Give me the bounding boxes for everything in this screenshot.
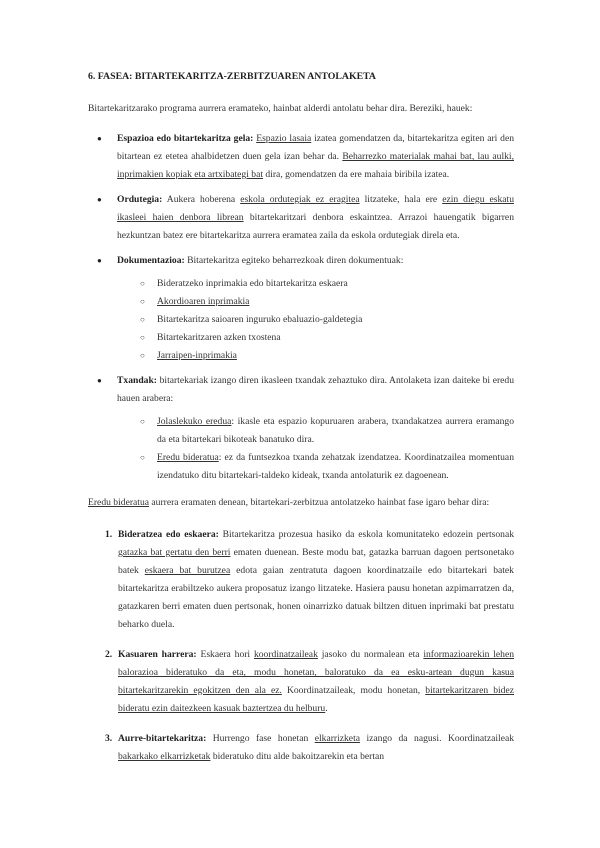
underlined-text: Espazio lasaia [256, 133, 312, 144]
intro-text: Bitartekaritzarako programa aurrera eramateko, hainbat alderdi antolatu behar dira. Bereziki, hauek: [88, 103, 473, 114]
document-item: ○ Akordioaren inprimakia [117, 293, 514, 311]
phases-list [88, 526, 514, 766]
dokumentazioa-label: Dokumentazioa: [117, 255, 185, 266]
ordutegia-label: Ordutegia: [117, 194, 163, 205]
phase-label: Aurre-bitartekaritza: [118, 733, 207, 744]
phase-number: 2. [105, 649, 113, 660]
underlined-text: eskola ordutegiak ez eragitea [240, 194, 360, 205]
document-item: ○ Bitartekaritza saioaren inguruko ebaluazio-galdetegia [117, 311, 514, 329]
phase-label: Kasuaren harrera: [118, 649, 197, 660]
list-item-espazioa: ● Espazioa edo bitartekaritza gela: Espazio lasaia izatea gomendatzen da, bitartekaritza egiten ari den bitartean ez etetea ahalbidetzen duen gela izan behar da. Beharrezko materialak mahai bat, lau aulki, inprimakien kopiak eta artxibategi bat dira, gomendatzen da ere mahaia biribila izatea. [88, 130, 514, 184]
models-sublist [117, 413, 514, 485]
document-item: ○ Bitartekaritzaren azken txostena [117, 329, 514, 347]
phase-item-1: 1. Bideratzea edo eskaera: Bitartekaritza prozesua hasiko da eskola komunitateko edozein pertsonak gatazka bat gertatu den berri ematen duenean. Beste modu bat, gatazka barruan dagoen pertsonetako batek eskaera bat burutzea edota gaian zentratuta dagoen koordinatzaile edo bitartekari batek bitartekaritza erabiltzeko aukera proposatuz izango litzateke. Hasiera pausu honetan azpimarratzen da, gatazkaren berri ematen duen pertsonak, honen oinarrizko datuak biltzen dituen inprimaki bat prestatu beharko duela. [88, 526, 514, 634]
document-item: ○ Bideratzeko inprimakia edo bitartekaritza eskaera [117, 275, 514, 293]
txandak-label: Txandak: [117, 375, 157, 386]
phase-item-2: 2. Kasuaren harrera: Eskaera hori koordinatzaileak jasoko du normalean eta informazioarekin lehen balorazioa bideratuko da eta, modu honetan, baloratuko da ea esku-artean dugun kasua bitartekaritzarekin egokitzen den ala ez. Koordinatzaileak, modu honetan, bitartekaritzaren bidez bideratu ezin daitezkeen kasuak baztertzea du helburu. [88, 646, 514, 718]
eredu-paragraph: Eredu bideratua aurrera eramaten denean, bitartekari-zerbitzua antolatzeko hainbat fase igaro behar dira: [88, 497, 490, 508]
model-item: ○ Jolaslekuko eredua: ikasle eta espazio kopuruaren arabera, txandakatzea aurrera eramango da eta bitartekari bikoteak banatuko dira. [117, 413, 514, 449]
list-item-ordutegia: ● Ordutegia: Aukera hoberena eskola ordutegiak ez eragitea litzateke, hala ere ezin diegu eskatu ikasleei haien denbora librean bitartekaritzari denbora eskaintzea. Arrazoi hauengatik bigarren hezkuntzan batez ere bitartekaritza aurrera eramatea zaila da eskola ordutegiak direla eta. [88, 191, 514, 245]
aspects-list [88, 130, 514, 485]
espazioa-label: Espazioa edo bitartekaritza gela: [117, 133, 254, 144]
document-content [88, 68, 514, 778]
phase-label: Bideratzea edo eskaera: [118, 529, 219, 540]
section-heading: 6. FASEA: BITARTEKARITZA-ZERBITZUAREN ANTOLAKETA [88, 71, 376, 82]
phase-item-3: 3. Aurre-bitartekaritza: Hurrengo fase honetan elkarrizketa izango da nagusi. Koordinatzaileak bakarkako elkarrizketak bideratuko ditu alde bakoitzarekin eta bertan [88, 730, 514, 766]
model-item: ○ Eredu bideratua: ez da funtsezkoa txanda zehatzak izendatzea. Koordinatzailea momentuan izendatuko ditu bitartekari-taldeko kideak, txanda antolaturik ez dagoenean. [117, 449, 514, 485]
list-item-txandak: ● Txandak: bitartekariak izango diren ikasleen txandak zehaztuko dira. Antolaketa izan daiteke bi eredu hauen arabera: ○ Jolaslekuko eredua: ikasle eta espazio kopuruaren arabera, txandakatzea aurrera eramango da eta bitartekari bikoteak banatuko dira. ○ Eredu bideratua: ez da funtsezkoa txanda zehatzak izendatzea. Koordinatzailea momentuan izendatuko ditu bitartekari-taldeko kideak, txanda antolaturik ez dagoenean. [88, 372, 514, 485]
phase-number: 3. [105, 733, 113, 744]
underlined-text: ezin diegu eskatu ikasleei haien denbora librean [117, 194, 515, 223]
phase-number: 1. [105, 529, 113, 540]
intro-paragraph [88, 100, 514, 118]
underlined-text: Beharrezko materialak mahai bat, lau aulki, inprimakien kopiak eta artxibategi bat [117, 151, 514, 180]
list-item-dokumentazioa: ● Dokumentazioa: Bitartekaritza egiteko beharrezkoak diren dokumentuak: ○ Bideratzeko inprimakia edo bitartekaritza eskaera ○ Akordioaren inprimakia ○ Bitartekaritza saioaren inguruko ebaluazio-galdetegia ○ Bitartekaritzaren azken txostena ○ Jarraipen-inprimakia [88, 252, 514, 365]
documents-sublist [117, 275, 514, 365]
document-item: ○ Jarraipen-inprimakia [117, 347, 514, 365]
